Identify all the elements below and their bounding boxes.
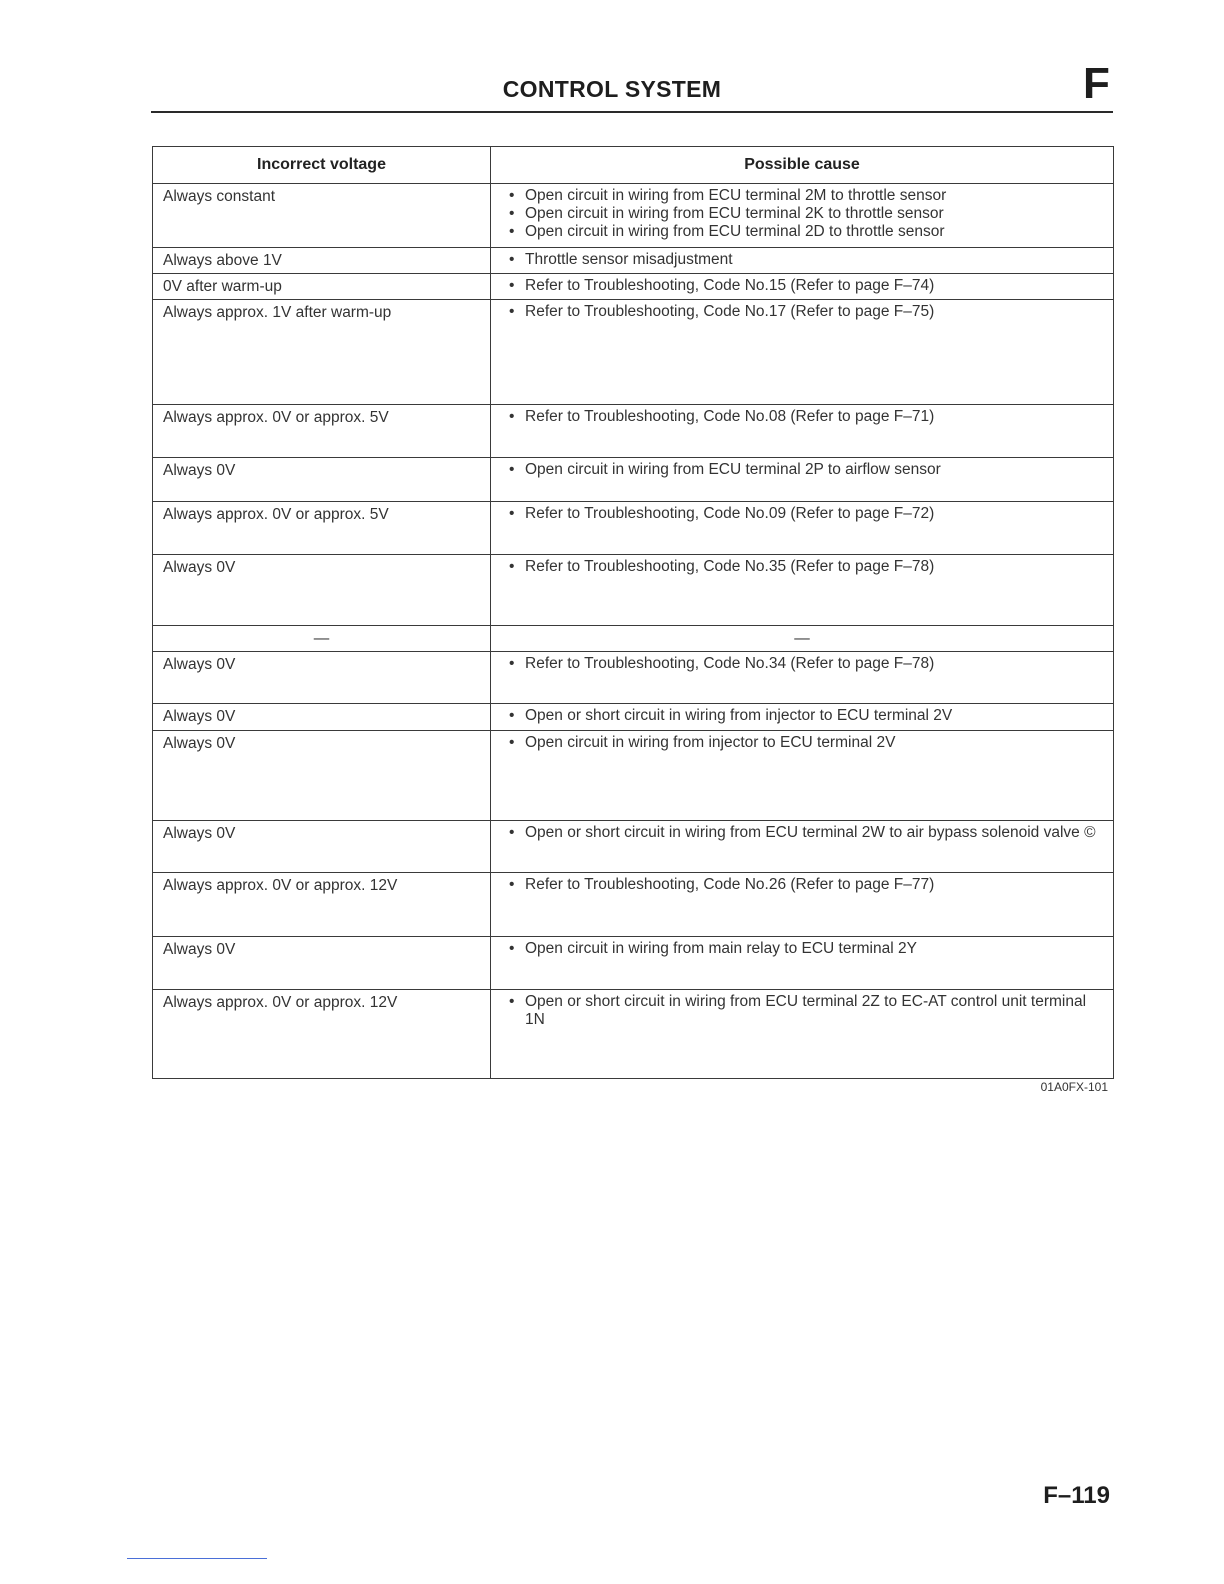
voltage-cell: 0V after warm-up (153, 274, 491, 300)
cause-item: • Refer to Troubleshooting, Code No.26 (Refer to page F–77) (501, 876, 1103, 894)
cause-item: • Refer to Troubleshooting, Code No.34 (Refer to page F–78) (501, 655, 1103, 673)
table-row (153, 184, 1114, 248)
voltage-cell: Always 0V (153, 555, 491, 626)
cause-item: • Open circuit in wiring from injector to ECU terminal 2V (501, 734, 1103, 752)
cause-list (501, 303, 1103, 321)
voltage-cell: Always 0V (153, 704, 491, 731)
page-number: F–119 (1043, 1482, 1110, 1509)
empty-voltage-dash: — (153, 626, 491, 652)
voltage-cell: Always approx. 0V or approx. 12V (153, 873, 491, 937)
header-rule (151, 111, 1113, 113)
voltage-cell: Always 0V (153, 458, 491, 502)
table-row (153, 274, 1114, 300)
cause-cell (491, 274, 1114, 300)
cause-list (501, 461, 1103, 479)
cause-item: • Refer to Troubleshooting, Code No.15 (Refer to page F–74) (501, 277, 1103, 295)
cause-cell (491, 248, 1114, 274)
cause-item: • Refer to Troubleshooting, Code No.08 (Refer to page F–71) (501, 408, 1103, 426)
table-header-row (153, 147, 1114, 184)
cause-item: • Open circuit in wiring from ECU terminal 2P to airflow sensor (501, 461, 1103, 479)
cause-list (501, 251, 1103, 269)
cause-list (501, 993, 1103, 1029)
empty-cause-dash: — (491, 626, 1114, 652)
cause-item: • Refer to Troubleshooting, Code No.09 (Refer to page F–72) (501, 505, 1103, 523)
voltage-cell: Always constant (153, 184, 491, 248)
cause-list (501, 940, 1103, 958)
cause-item: • Open circuit in wiring from ECU terminal 2K to throttle sensor (501, 205, 1103, 223)
voltage-cell: Always approx. 0V or approx. 5V (153, 502, 491, 555)
cause-list (501, 655, 1103, 673)
table-row (153, 626, 1114, 652)
cause-cell (491, 502, 1114, 555)
header-possible-cause: Possible cause (491, 147, 1114, 184)
cause-cell (491, 990, 1114, 1079)
cause-item: • Refer to Troubleshooting, Code No.35 (Refer to page F–78) (501, 558, 1103, 576)
table-row (153, 937, 1114, 990)
cause-cell (491, 300, 1114, 405)
table-row (153, 405, 1114, 458)
cause-cell (491, 704, 1114, 731)
table-row (153, 555, 1114, 626)
table-row (153, 990, 1114, 1079)
figure-code: 01A0FX-101 (1040, 1080, 1108, 1094)
header-incorrect-voltage: Incorrect voltage (153, 147, 491, 184)
page-title: CONTROL SYSTEM (502, 76, 722, 102)
table-row (153, 873, 1114, 937)
cause-cell (491, 937, 1114, 990)
cause-cell (491, 184, 1114, 248)
voltage-cell: Always 0V (153, 652, 491, 704)
table-row (153, 248, 1114, 274)
cause-item: • Open or short circuit in wiring from ECU terminal 2W to air bypass solenoid valve © (501, 824, 1103, 842)
voltage-cell: Always 0V (153, 937, 491, 990)
table-row (153, 704, 1114, 731)
cause-list (501, 824, 1103, 842)
voltage-cell: Always 0V (153, 731, 491, 821)
table-row (153, 502, 1114, 555)
cause-list (501, 408, 1103, 426)
cause-cell (491, 652, 1114, 704)
voltage-cell: Always approx. 0V or approx. 5V (153, 405, 491, 458)
voltage-cell: Always approx. 1V after warm-up (153, 300, 491, 405)
cause-item: • Open circuit in wiring from ECU terminal 2D to throttle sensor (501, 223, 1103, 241)
cause-list (501, 876, 1103, 894)
cause-cell (491, 458, 1114, 502)
section-letter: F (1083, 59, 1110, 108)
cause-list (501, 505, 1103, 523)
table-row (153, 731, 1114, 821)
table-row (153, 458, 1114, 502)
cause-list (501, 734, 1103, 752)
cause-cell (491, 555, 1114, 626)
footer-link-line (127, 1558, 267, 1559)
table-row (153, 821, 1114, 873)
diagnosis-table (152, 146, 1114, 1079)
cause-list (501, 187, 1103, 241)
voltage-cell: Always approx. 0V or approx. 12V (153, 990, 491, 1079)
cause-item: • Open or short circuit in wiring from ECU terminal 2Z to EC-AT control unit terminal 1N (501, 993, 1103, 1029)
cause-item: • Open or short circuit in wiring from injector to ECU terminal 2V (501, 707, 1103, 725)
cause-cell (491, 873, 1114, 937)
cause-item: • Throttle sensor misadjustment (501, 251, 1103, 269)
cause-item: • Open circuit in wiring from ECU terminal 2M to throttle sensor (501, 187, 1103, 205)
voltage-cell: Always 0V (153, 821, 491, 873)
cause-list (501, 277, 1103, 295)
table-row (153, 652, 1114, 704)
cause-item: • Open circuit in wiring from main relay to ECU terminal 2Y (501, 940, 1103, 958)
cause-cell (491, 405, 1114, 458)
cause-item: • Refer to Troubleshooting, Code No.17 (Refer to page F–75) (501, 303, 1103, 321)
cause-list (501, 707, 1103, 725)
cause-list (501, 558, 1103, 576)
table-row (153, 300, 1114, 405)
cause-cell (491, 821, 1114, 873)
voltage-cell: Always above 1V (153, 248, 491, 274)
cause-cell (491, 731, 1114, 821)
